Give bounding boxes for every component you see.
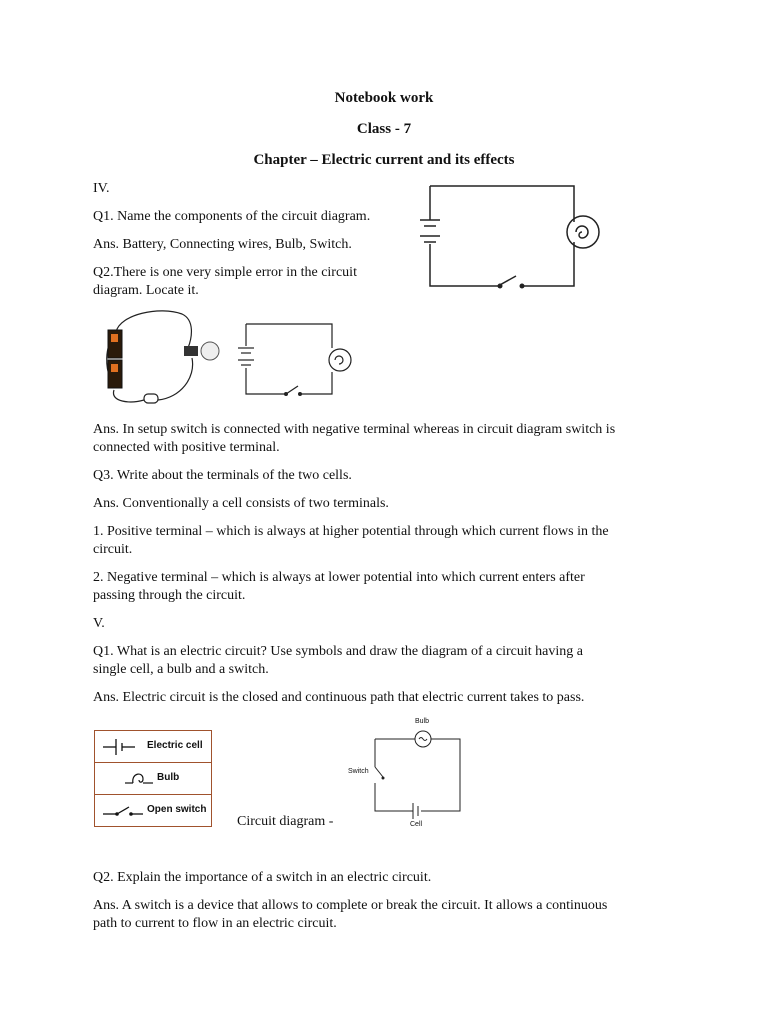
symbol-row-bulb (95, 763, 211, 795)
answer-iv-3: Ans. Conventionally a cell consists of two terminals. (93, 496, 389, 511)
chapter-title: Chapter – Electric current and its effects (253, 152, 515, 168)
question-iv-1: Q1. Name the components of the circuit diagram. (93, 209, 371, 224)
switch-symbol-icon (103, 801, 143, 821)
bulb-symbol-icon (125, 769, 155, 789)
positive-terminal-line1: 1. Positive terminal – which is always at higher potential through which current flows in the (93, 524, 609, 539)
answer-v-2-line1: Ans. A switch is a device that allows to complete or break the circuit. It allows a continuous (93, 898, 608, 913)
circuit-diagram-caption: Circuit diagram - (237, 814, 334, 829)
answer-iv-1: Ans. Battery, Connecting wires, Bulb, Switch. (93, 237, 352, 252)
diagram-cell-label: Cell (410, 821, 423, 828)
negative-terminal-line2: passing through the circuit. (93, 588, 246, 603)
question-iv-2-line1: Q2.There is one very simple error in the circuit (93, 265, 357, 280)
cell-symbol-icon (103, 737, 137, 757)
question-v-2: Q2. Explain the importance of a switch in an electric circuit. (93, 870, 432, 885)
question-iv-2-line2: diagram. Locate it. (93, 283, 199, 298)
section-iv-label: IV. (93, 181, 110, 196)
circuit-diagram-2 (236, 322, 356, 402)
diagram-switch-label: Switch (348, 768, 369, 775)
bulb-symbol-label: Bulb (157, 772, 180, 783)
positive-terminal-line2: circuit. (93, 542, 133, 557)
page-title: Notebook work (334, 90, 434, 106)
answer-iv-2-line1: Ans. In setup switch is connected with negative terminal whereas in circuit diagram switch is (93, 422, 616, 437)
cell-symbol-label: Electric cell (147, 740, 203, 751)
circuit-diagram-1 (418, 180, 578, 290)
section-v-label: V. (93, 616, 105, 631)
answer-v-1: Ans. Electric circuit is the closed and continuous path that electric current takes to pass. (93, 690, 585, 705)
circuit-setup-illustration (100, 308, 230, 408)
diagram-bulb-label: Bulb (415, 718, 430, 725)
symbols-table (94, 730, 212, 827)
answer-iv-2-line2: connected with positive terminal. (93, 440, 280, 455)
question-v-1-line2: single cell, a bulb and a switch. (93, 662, 269, 677)
symbol-row-switch (95, 795, 211, 826)
question-iv-3: Q3. Write about the terminals of the two cells. (93, 468, 352, 483)
class-label: Class - 7 (356, 121, 412, 137)
symbol-row-cell (95, 731, 211, 763)
switch-symbol-label: Open switch (147, 804, 207, 815)
answer-v-2-line2: path to current to flow in an electric circuit. (93, 916, 337, 931)
question-v-1-line1: Q1. What is an electric circuit? Use symbols and draw the diagram of a circuit having a (93, 644, 583, 659)
negative-terminal-line1: 2. Negative terminal – which is always at lower potential into which current enters after (93, 570, 585, 585)
